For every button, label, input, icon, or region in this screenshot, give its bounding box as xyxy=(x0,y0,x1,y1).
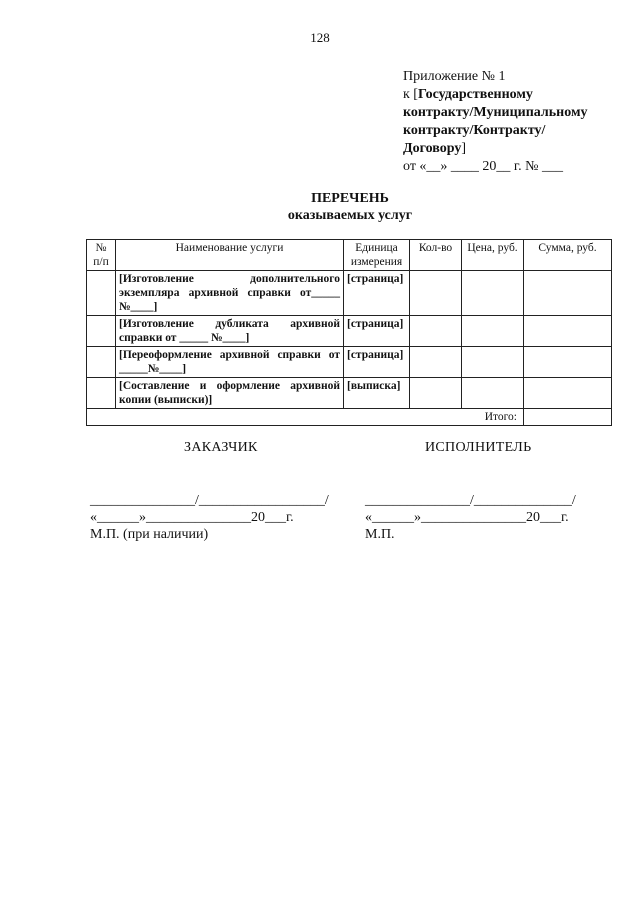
appendix-line-4 xyxy=(403,122,623,140)
row-number-cell xyxy=(87,271,116,316)
unit-cell: [страница] xyxy=(344,347,410,378)
customer-signature-block xyxy=(90,492,329,543)
header-sum: Сумма, руб. xyxy=(524,240,612,271)
header-price: Цена, руб. xyxy=(462,240,524,271)
price-cell[interactable] xyxy=(462,347,524,378)
customer-date-line: «______»_______________20___г. xyxy=(90,510,294,525)
appendix-line-2 xyxy=(403,86,623,104)
sum-cell[interactable] xyxy=(524,271,612,316)
unit-cell: [страница] xyxy=(344,316,410,347)
appendix-line-5-bold: Договору xyxy=(403,141,462,156)
document-title: ПЕРЕЧЕНЬ xyxy=(311,191,389,206)
quantity-cell[interactable] xyxy=(410,378,462,409)
customer-stamp-note: М.П. (при наличии) xyxy=(90,527,209,542)
quantity-cell[interactable] xyxy=(410,271,462,316)
document-subtitle: оказываемых услуг xyxy=(287,208,413,223)
appendix-line-2-prefix: к [ xyxy=(403,87,418,102)
appendix-header xyxy=(403,68,623,176)
sum-cell[interactable] xyxy=(524,347,612,378)
row-number-cell xyxy=(87,378,116,409)
total-label: Итого: xyxy=(87,409,524,426)
total-value-cell[interactable] xyxy=(524,409,612,426)
executor-signature-block xyxy=(365,492,576,543)
appendix-line-2-bold: Государственному xyxy=(417,87,533,102)
appendix-line-3-bold: контракту/Муниципальному xyxy=(403,105,588,120)
executor-title: ИСПОЛНИТЕЛЬ xyxy=(425,440,532,455)
executor-stamp-note: М.П. xyxy=(365,527,395,542)
header-service-name: Наименование услуги xyxy=(116,240,344,271)
executor-date-line: «______»_______________20___г. xyxy=(365,510,569,525)
table-row xyxy=(87,347,612,378)
row-number-cell xyxy=(87,316,116,347)
appendix-line-1: Приложение № 1 xyxy=(403,69,506,84)
service-name-cell: [Составление и оформление архивной копии (выписки)] xyxy=(116,378,344,409)
header-number: № п/п xyxy=(87,240,116,271)
customer-signature-line: _______________/__________________/ xyxy=(90,493,329,508)
header-quantity: Кол-во xyxy=(410,240,462,271)
total-row xyxy=(87,409,612,426)
table-row xyxy=(87,378,612,409)
table-row xyxy=(87,316,612,347)
customer-title: ЗАКАЗЧИК xyxy=(184,440,258,455)
sum-cell[interactable] xyxy=(524,316,612,347)
appendix-line-5 xyxy=(403,140,623,158)
service-name-cell: [Изготовление дубликата архивной справки от _____ №____] xyxy=(116,316,344,347)
appendix-line-4-bold: контракту/Контракту/ xyxy=(403,123,546,138)
row-number-cell xyxy=(87,347,116,378)
unit-cell: [выписка] xyxy=(344,378,410,409)
header-unit: Единица измерения xyxy=(344,240,410,271)
sum-cell[interactable] xyxy=(524,378,612,409)
appendix-line-5-suffix: ] xyxy=(461,141,467,156)
table-header-row xyxy=(87,240,612,271)
appendix-line-6: от «__» ____ 20__ г. № ___ xyxy=(403,159,563,174)
price-cell[interactable] xyxy=(462,271,524,316)
price-cell[interactable] xyxy=(462,316,524,347)
price-cell[interactable] xyxy=(462,378,524,409)
service-name-cell: [Переоформление архивной справки от _____№____] xyxy=(116,347,344,378)
page-number: 128 xyxy=(310,30,330,45)
appendix-line-3 xyxy=(403,104,623,122)
quantity-cell[interactable] xyxy=(410,347,462,378)
service-name-cell: [Изготовление дополнительного экземпляра архивной справки от_____ №____] xyxy=(116,271,344,316)
executor-signature-line: _______________/______________/ xyxy=(365,493,576,508)
quantity-cell[interactable] xyxy=(410,316,462,347)
unit-cell: [страница] xyxy=(344,271,410,316)
services-table xyxy=(86,239,612,426)
table-row xyxy=(87,271,612,316)
